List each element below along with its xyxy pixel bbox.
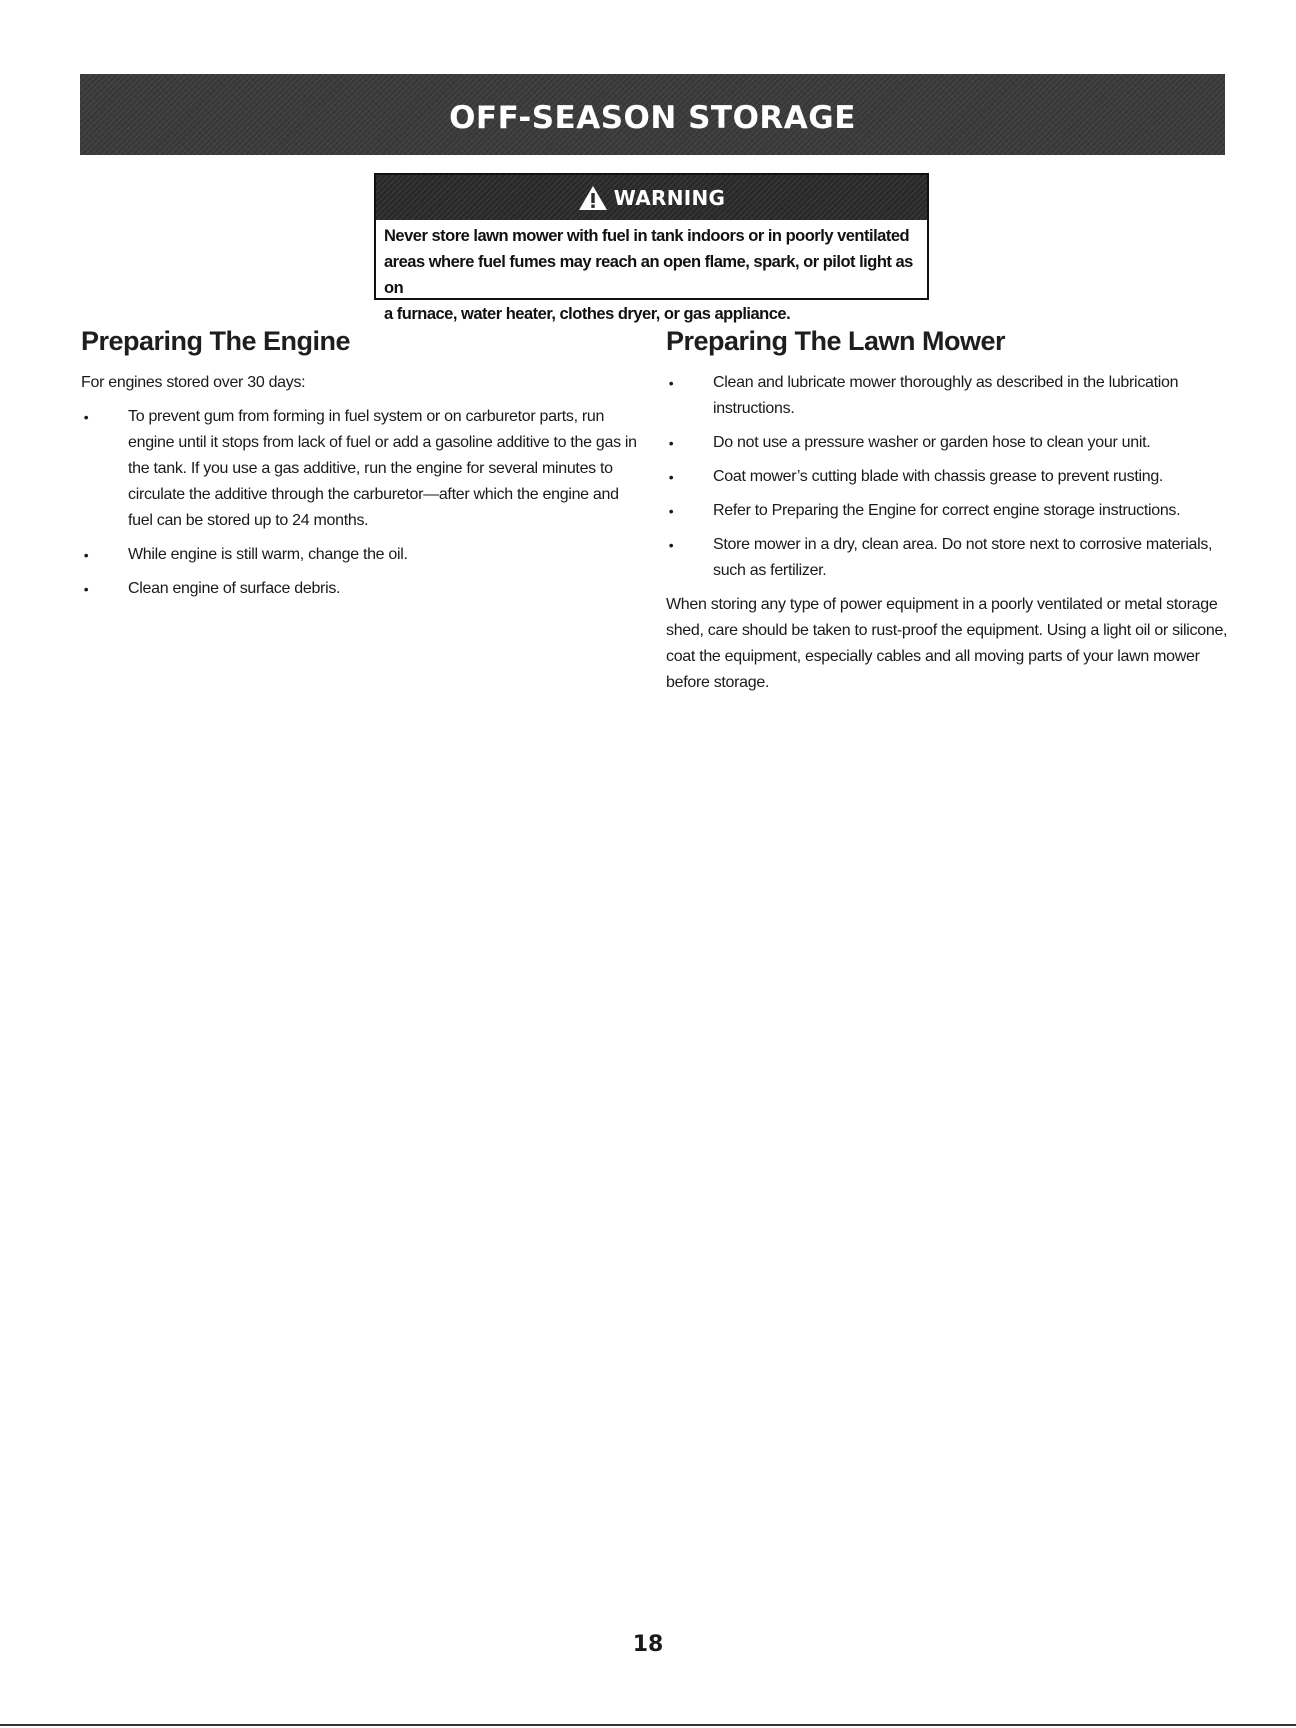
list-item-text: Refer to Preparing the Engine for correct engine storage instructions. bbox=[713, 502, 1181, 519]
list-item-text: Clean and lubricate mower thoroughly as described in the lubrication instructions. bbox=[713, 374, 1179, 417]
list-item bbox=[81, 542, 641, 568]
warning-triangle-icon bbox=[578, 185, 608, 211]
page-number: 18 bbox=[632, 1632, 664, 1657]
bullet-icon: • bbox=[83, 547, 89, 563]
warning-line: areas where fuel fumes may reach an open flame, spark, or pilot light as on bbox=[384, 253, 913, 297]
page-title: OFF-SEASON STORAGE bbox=[449, 99, 856, 136]
list-item-text: Store mower in a dry, clean area. Do not store next to corrosive materials, such as fertilizer. bbox=[713, 536, 1213, 579]
warning-header bbox=[376, 175, 927, 220]
bullet-icon: • bbox=[83, 581, 89, 597]
list-item-text: Do not use a pressure washer or garden hose to clean your unit. bbox=[713, 434, 1151, 451]
mower-closing-paragraph: When storing any type of power equipment in a poorly ventilated or metal storage shed, care should be taken to rust-proof the equipment. Using a light oil or silicone, coat the equipment, especially cables and all moving parts of your lawn mower before storage. bbox=[666, 596, 1228, 691]
list-item bbox=[81, 404, 641, 534]
list-item bbox=[666, 370, 1231, 422]
bullet-icon: • bbox=[668, 375, 674, 391]
list-item bbox=[666, 532, 1231, 584]
bullet-icon: • bbox=[83, 409, 89, 425]
engine-section bbox=[81, 326, 641, 610]
mower-section bbox=[666, 326, 1231, 704]
list-item-text: While engine is still warm, change the oil. bbox=[128, 546, 408, 563]
warning-box bbox=[374, 173, 929, 323]
list-item bbox=[81, 576, 641, 602]
list-item-text: To prevent gum from forming in fuel system or on carburetor parts, run engine until it stops from lack of fuel or add a gasoline additive to the gas in the tank. If you use a gas additive, run the engine for several minutes to circulate the additive through the carburetor—after which the engine and fuel can be stored up to 24 months. bbox=[128, 408, 637, 529]
bottom-rule bbox=[0, 1724, 1296, 1726]
warning-line: Never store lawn mower with fuel in tank indoors or in poorly ventilated bbox=[384, 227, 910, 245]
bullet-icon: • bbox=[668, 435, 674, 451]
warning-label: WARNING bbox=[613, 185, 726, 210]
engine-list bbox=[81, 404, 641, 602]
section-banner bbox=[80, 74, 1225, 155]
engine-intro: For engines stored over 30 days: bbox=[81, 374, 306, 391]
mower-heading: Preparing The Lawn Mower bbox=[666, 326, 1006, 356]
warning-line: a furnace, water heater, clothes dryer, or gas appliance. bbox=[384, 305, 791, 323]
warning-text bbox=[376, 220, 927, 327]
list-item bbox=[666, 464, 1231, 490]
list-item bbox=[666, 498, 1231, 524]
engine-heading: Preparing The Engine bbox=[81, 326, 351, 356]
list-item-text: Coat mower’s cutting blade with chassis grease to prevent rusting. bbox=[713, 468, 1164, 485]
list-item bbox=[666, 430, 1231, 456]
bullet-icon: • bbox=[668, 503, 674, 519]
bullet-icon: • bbox=[668, 469, 674, 485]
list-item-text: Clean engine of surface debris. bbox=[128, 580, 341, 597]
mower-list bbox=[666, 370, 1231, 584]
bullet-icon: • bbox=[668, 537, 674, 553]
